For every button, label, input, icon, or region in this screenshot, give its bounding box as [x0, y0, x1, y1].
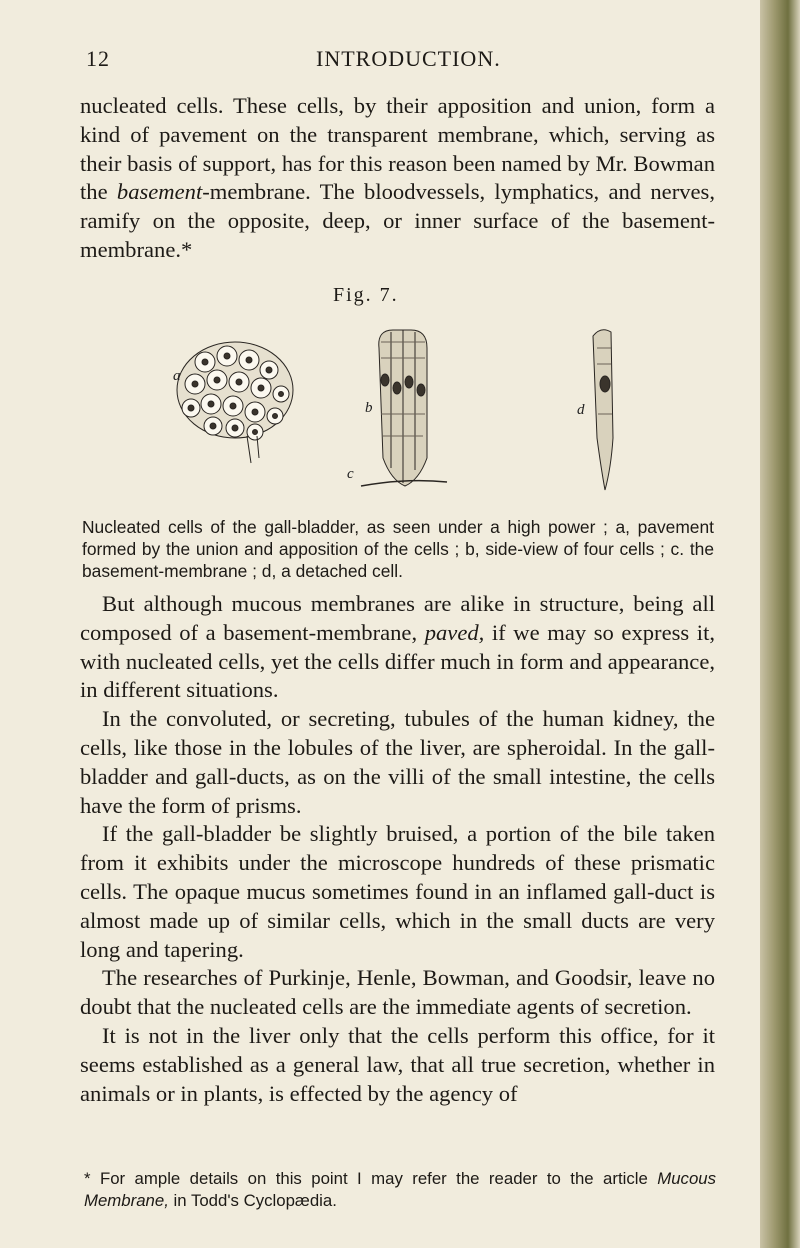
- figure-caption-text: Nucleated cells of the gall-bladder, as seen under a high power ; a, pavement formed by the union and apposition of the cells ; b, side-view of four cells ; c. the basement-membrane ; d, a detached cell.: [82, 517, 714, 581]
- footnote-italic: Mucous Membrane,: [84, 1169, 717, 1210]
- intro-text-2: -membrane. The bloodvessels, lymphatics, and nerves, ramify on the opposite, deep, or inner surface of the basement-membrane.*: [80, 179, 715, 262]
- figure-letter-d: d: [577, 402, 585, 418]
- intro-italic-term: basement: [116, 179, 203, 205]
- pavement-cells-drawing: [177, 342, 293, 463]
- body-p1-text-1: But although mucous membranes are alike in structure, being all composed of a basement-membrane,: [80, 591, 715, 645]
- figure-letter-b: b: [365, 400, 373, 416]
- footnote-rest: in Todd's Cyclopædia.: [168, 1191, 337, 1210]
- figure-caption: [82, 516, 714, 582]
- body-p3: If the gall-bladder be slightly bruised, a portion of the bile taken from it exhibits under the microscope hundreds of these prismatic cells. The opaque mucus sometimes found in an inflamed gall-duct is almost made up of similar cells, which in the small ducts are very long and tapering.: [80, 821, 715, 962]
- running-title: INTRODUCTION.: [316, 46, 501, 71]
- body-p2: In the convoluted, or secreting, tubules of the human kidney, the cells, like those in the lobules of the liver, are spheroidal. In the gall-bladder and gall-ducts, as on the villi of the small intestine, the cells have the form of prisms.: [80, 706, 715, 818]
- figure-illustration: [165, 318, 645, 508]
- page-number: 12: [86, 46, 110, 71]
- figure-label: Fig. 7.: [333, 284, 399, 306]
- intro-paragraph: [80, 92, 715, 265]
- page-edge: [760, 0, 800, 1248]
- body-text: [80, 590, 715, 1108]
- body-p5: It is not in the liver only that the cells perform this office, for it seems established as a general law, that all true secretion, whether in animals or in plants, is effected by the agency of: [80, 1022, 715, 1106]
- detached-cell-drawing: [593, 330, 613, 490]
- body-p1-text-2: if we may so express it, with nucleated cells, yet the cells differ much in form and appearance, in different situations.: [80, 619, 715, 703]
- prismatic-cells-side-view: [361, 330, 447, 486]
- figure-letter-a: a: [173, 368, 181, 384]
- intro-text-1: nucleated cells. These cells, by their apposition and union, form a kind of pavement on the transparent membrane, which, serving as their basis of support, has for this reason been named by Mr. Bowman the: [80, 93, 715, 205]
- footnote-text: * For ample details on this point I may refer the reader to the article: [84, 1169, 648, 1188]
- running-header: [86, 46, 716, 80]
- figure-letter-c: c: [347, 466, 354, 482]
- body-p4: The researches of Purkinje, Henle, Bowman, and Goodsir, leave no doubt that the nucleated cells are the immediate agents of secretion.: [80, 965, 715, 1020]
- footnote: [84, 1168, 716, 1212]
- body-p1-italic: paved,: [424, 619, 485, 645]
